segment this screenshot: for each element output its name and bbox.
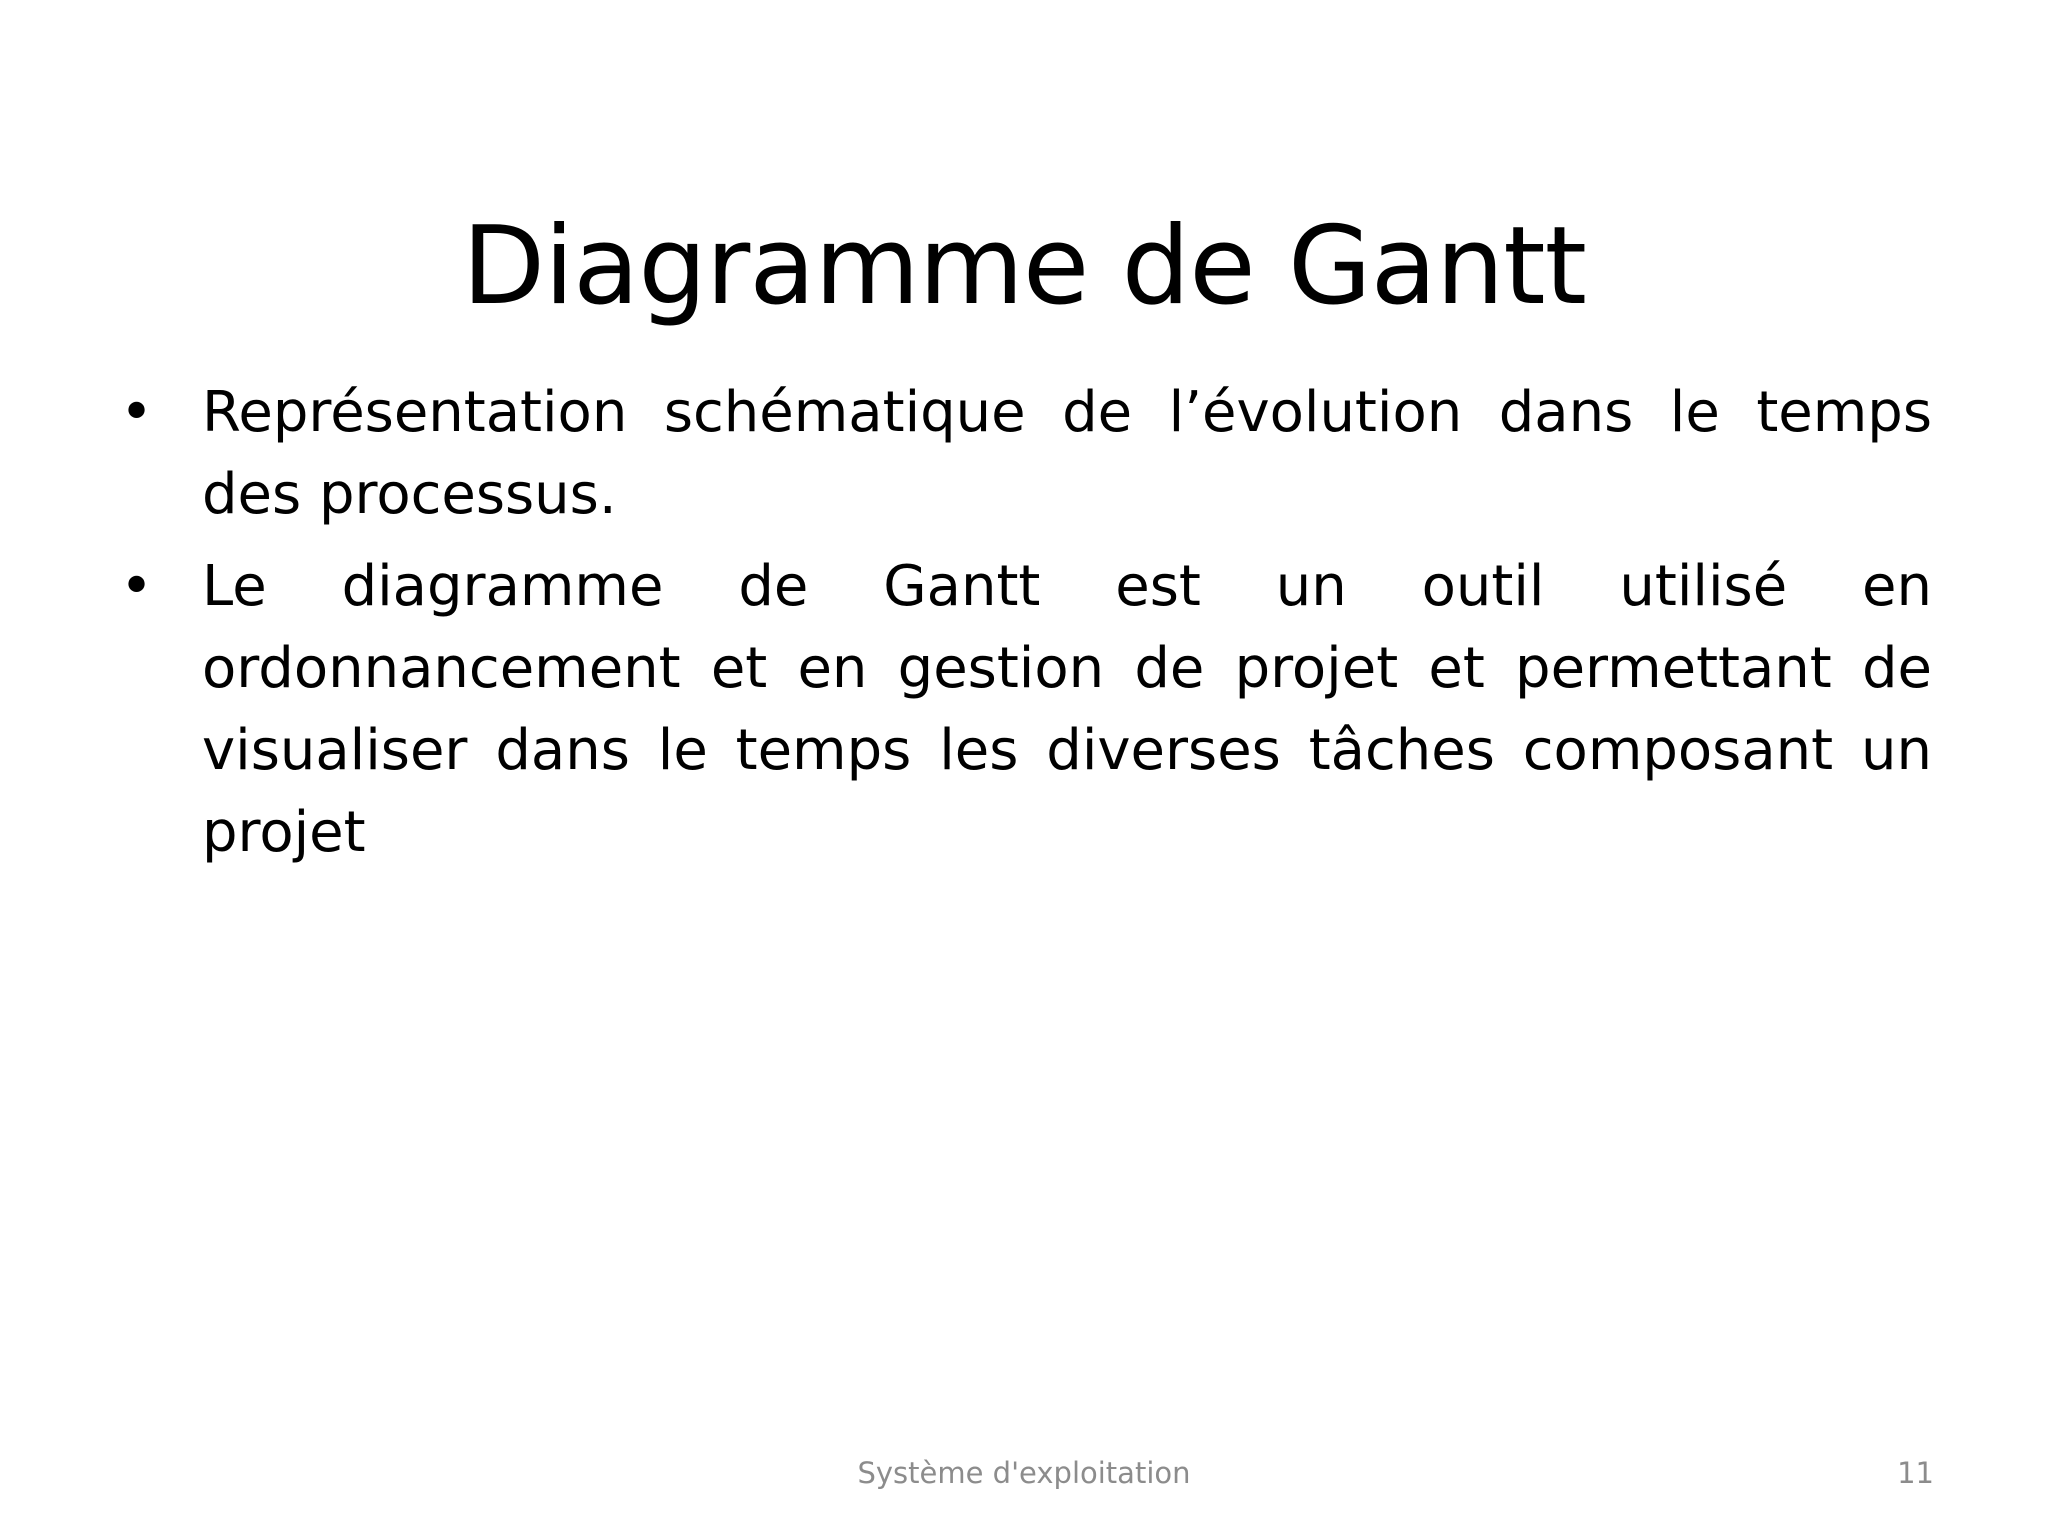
page-number: 11 <box>1897 1456 1934 1490</box>
bullet-text: Représentation schématique de l’évolution dans le temps des processus. <box>202 380 1932 527</box>
slide-title: Diagramme de Gantt <box>461 204 1586 330</box>
bullet-text: Le diagramme de Gantt est un outil utilisé en ordonnancement et en gestion de projet et permettant de visualiser dans le temps les diverses tâches composant un projet <box>202 554 1932 865</box>
bullet-marker: • <box>120 380 154 445</box>
bullet-list <box>120 372 1932 884</box>
bullet-item <box>120 372 1932 536</box>
footer-text: Système d'exploitation <box>857 1456 1191 1490</box>
bullet-item <box>120 546 1932 874</box>
bullet-marker: • <box>120 554 154 619</box>
